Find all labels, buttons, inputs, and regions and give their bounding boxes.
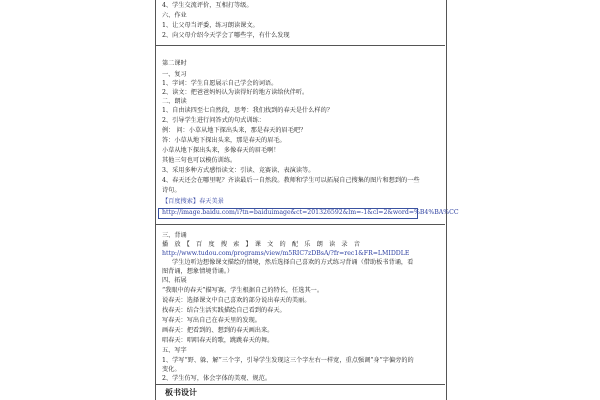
text-line: 1、学写“野、躲、解”三个字，引导学生发现这三个字左右一样宽，重点强调“身”字偏旁的的: [162, 357, 414, 364]
text-line: 2、向父母介绍今天学会了哪些字，有什么发现: [162, 32, 290, 39]
text-line: 五、写字: [162, 347, 187, 354]
text-line: 其他三句也可以模仿训练。: [162, 157, 237, 164]
text-line: 2、引导学生进行问答式的句式训练：: [162, 117, 265, 124]
text-line: 2、读文：把爸爸妈妈认为读得好的地方读给伙伴听。: [162, 89, 309, 96]
text-line: 答：小草从地下探出头来，那是春天的眉毛。: [162, 137, 286, 144]
text-line: 写春天：写出自己在春天里的发现。: [162, 317, 261, 324]
image-search-url[interactable]: http://image.baidu.com/i?tn=baiduimage&ct=201326592&lm=-1&cl=2&word=%B4%BA%CC: [162, 209, 459, 216]
text-line: 说春天：选择课文中自己喜欢的部分说出春天的美丽。: [162, 297, 311, 304]
text-line: 一、复习: [162, 71, 187, 78]
text-line: 3、采用多种方式感悟读文：引读、竞赛读、表演读等。: [162, 167, 315, 174]
section-divider: [155, 45, 445, 46]
text-line: 播 放 【 百 度 搜 索 】 课 文 的 配 乐 朗 读 录 音: [162, 241, 360, 248]
text-line: 四、拓展: [162, 277, 187, 284]
board-design-heading: 板书设计: [165, 388, 197, 397]
text-line: 诗句。: [162, 187, 181, 194]
text-line: 找春天：结合生活实践描绘自己看到的春天。: [162, 307, 286, 314]
section-divider: [155, 384, 445, 385]
text-line: 2、学生仿写，体会字体的美观、规范。: [162, 375, 272, 382]
text-line: 1、让父母当评委，练习朗读课文。: [162, 22, 259, 29]
text-line: 1、字词：学生自愿展示自己学会的词语。: [162, 80, 278, 87]
text-line: 二、朗读: [162, 98, 187, 105]
text-line: 画春天：把看到的、想到的春天画出来。: [162, 327, 274, 334]
text-line: “我眼中的春天”描写赛。学生根据自己的特长，任选其一。: [162, 287, 324, 294]
text-line: 学生边听边想像课文描绘的情境，然后选择自己喜欢的方式练习背诵（借助板书背诵，看: [172, 259, 414, 266]
text-line: 三、背诵: [162, 232, 187, 239]
text-line: 图背诵，想象情境背诵。）: [162, 268, 234, 275]
text-line: 六、作业: [162, 12, 187, 19]
text-line: 变化。: [162, 366, 181, 373]
text-line: 4、春天还会在哪里呢？齐读最后一自然段。教师和学生可以拓展自己搜集的图片和想到的一些: [162, 177, 420, 184]
text-line: 1、自由读四至七自然段，思考：我们找到的春天是什么样的？: [162, 107, 333, 114]
section-title: 第二课时: [162, 60, 187, 67]
search-link-label[interactable]: 【百度搜索】春天美景: [162, 198, 224, 205]
text-line: 4、学生交流评价，互相打等级。: [162, 2, 253, 9]
section-divider: [155, 224, 445, 225]
audio-url-link[interactable]: http://www.tudou.com/programs/view/m5RIC7zDBsA/?fr=rec1&FR=LMIDDLE: [162, 250, 410, 257]
text-line: 唱春天：唱唱春天的歌，跳跳春天的舞。: [162, 337, 274, 344]
text-line: 例： 问：小草从地下探出头来，那是春天的眉毛吧？: [162, 127, 307, 134]
text-line: 小草从地下探出头来，多像春天的眉毛啊！: [162, 147, 280, 154]
